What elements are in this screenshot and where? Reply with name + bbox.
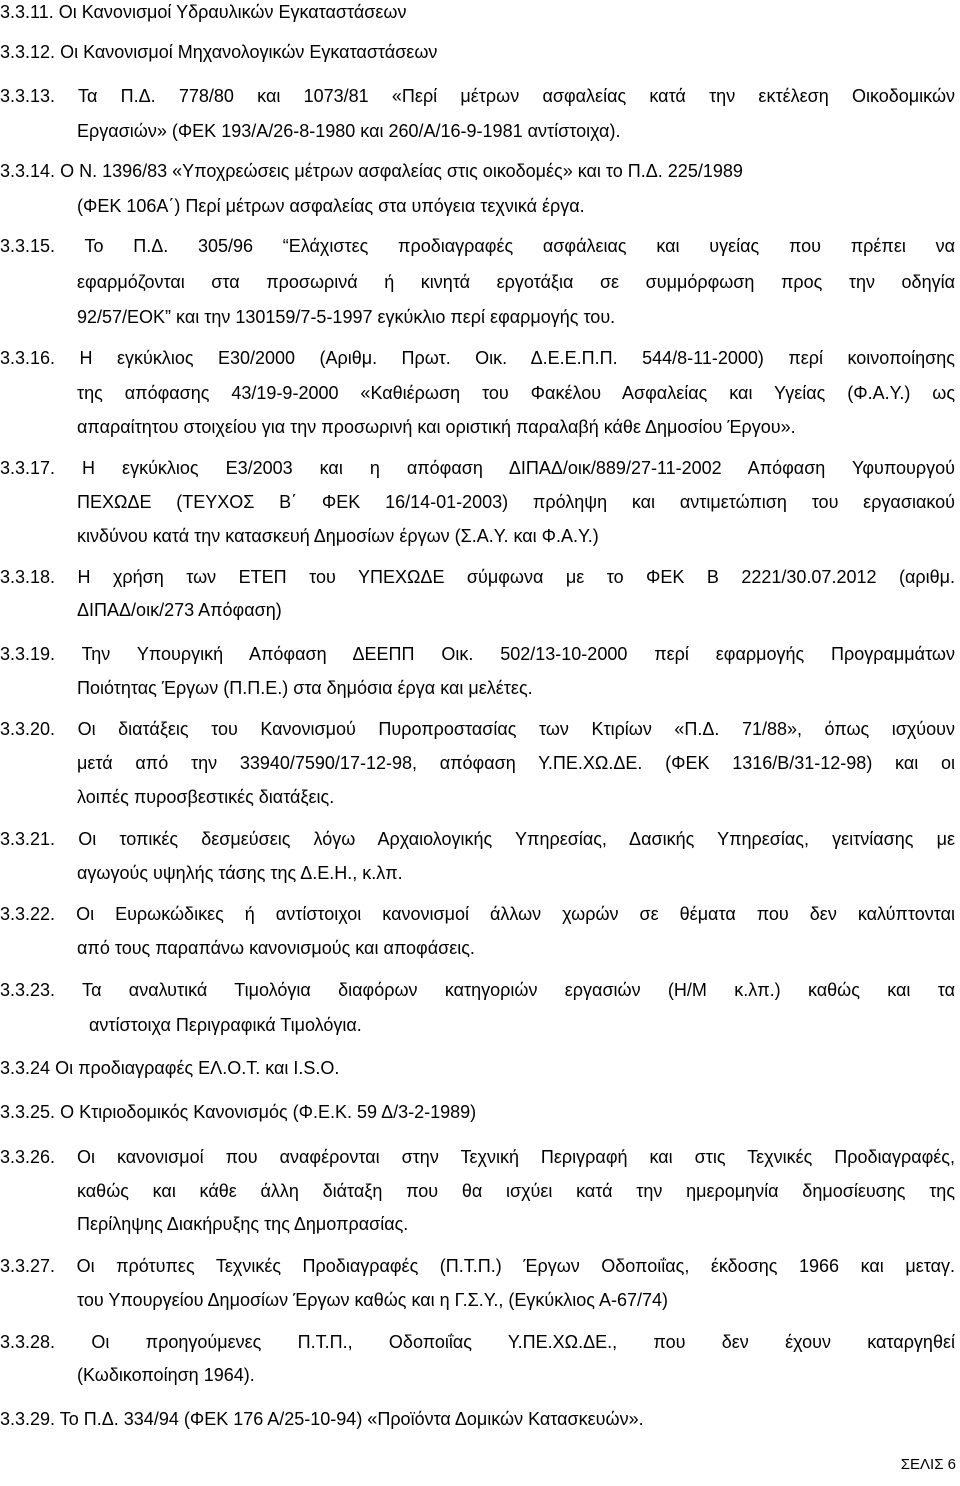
list-item: [0, 235, 955, 257]
item-number: 3.3.27.: [0, 1256, 56, 1276]
list-item: [0, 457, 955, 479]
list-item: [0, 1101, 960, 1123]
list-item: [0, 828, 955, 850]
list-item: [0, 566, 955, 588]
item-text: Οι προδιαγραφές ΕΛ.Ο.Τ. και I.S.O.: [55, 1058, 340, 1078]
item-number: 3.3.12.: [0, 42, 56, 62]
item-number: 3.3.16.: [0, 348, 56, 368]
item-text: Τα Π.Δ. 778/80 και 1073/81 «Περί μέτρων ασφαλείας κατά την εκτέλεση Οικοδομικών: [77, 86, 955, 106]
item-continuation: από τους παραπάνω κανονισμούς και αποφάσεις.: [77, 938, 475, 958]
item-text: Οι Κανονισμοί Υδραυλικών Εγκαταστάσεων: [58, 2, 407, 22]
list-item: [0, 1408, 960, 1430]
list-item: [0, 1057, 960, 1079]
item-number: 3.3.20.: [0, 719, 56, 739]
item-continuation: Εργασιών» (ΦΕΚ 193/Α/26-8-1980 και 260/Α/16-9-1981 αντίστοιχα).: [77, 121, 621, 141]
item-continuation: 92/57/ΕΟΚ” και την 130159/7-5-1997 εγκύκλιο περί εφαρμογής του.: [77, 307, 616, 327]
item-continuation: μετά από την 33940/7590/17-12-98, απόφαση Υ.ΠΕ.ΧΩ.ΔΕ. (ΦΕΚ 1316/Β/31-12-98) και οι: [77, 753, 955, 773]
item-number: 3.3.14.: [0, 161, 56, 181]
list-item: [0, 979, 955, 1001]
item-text: Η εγκύκλιος Ε3/2003 και η απόφαση ΔΙΠΑΔ/οικ/889/27-11-2002 Απόφαση Υφυπουργού: [82, 458, 955, 478]
item-continuation: αγωγούς υψηλής τάσης της Δ.Ε.Η., κ.λπ.: [77, 863, 403, 883]
item-number: 3.3.21.: [0, 829, 56, 849]
item-continuation: (Κωδικοποίηση 1964).: [77, 1365, 255, 1385]
list-item: [0, 718, 955, 740]
item-number: 3.3.11.: [0, 2, 54, 22]
item-number: 3.3.25.: [0, 1102, 56, 1122]
item-text: Το Π.Δ. 334/94 (ΦΕΚ 176 Α/25-10-94) «Προϊόντα Δομικών Κατασκευών».: [59, 1409, 644, 1429]
list-item: [0, 1255, 955, 1277]
item-continuation: (ΦΕΚ 106Α΄) Περί μέτρων ασφαλείας στα υπόγεια τεχνικά έργα.: [77, 196, 585, 216]
item-continuation: κινδύνου κατά την κατασκευή Δημοσίων έργων (Σ.Α.Υ. και Φ.Α.Υ.): [77, 526, 599, 546]
list-item: [0, 160, 960, 182]
list-item: [0, 85, 955, 107]
item-continuation: αντίστοιχα Περιγραφικά Τιμολόγια.: [89, 1015, 362, 1035]
item-number: 3.3.23.: [0, 980, 56, 1000]
item-text: Τα αναλυτικά Τιμολόγια διαφόρων κατηγοριών εργασιών (Η/Μ κ.λπ.) καθώς και τα: [82, 980, 955, 1000]
list-item: [0, 1, 960, 23]
item-text: Οι τοπικές δεσμεύσεις λόγω Αρχαιολογικής Υπηρεσίας, Δασικής Υπηρεσίας, γειτνίασης με: [78, 829, 955, 849]
list-item: [0, 1146, 955, 1168]
list-item: [0, 643, 955, 665]
item-text: Την Υπουργική Απόφαση ΔΕΕΠΠ Οικ. 502/13-10-2000 περί εφαρμογής Προγραμμάτων: [81, 644, 955, 664]
list-item: [0, 903, 955, 925]
item-text: Η χρήση των ΕΤΕΠ του ΥΠΕΧΩΔΕ σύμφωνα με το ΦΕΚ Β 2221/30.07.2012 (αριθμ.: [77, 567, 955, 587]
item-continuation: απαραίτητου στοιχείου για την προσωρινή και οριστική παραλαβή κάθε Δημοσίου Έργου».: [77, 417, 796, 437]
item-text: Οι Κανονισμοί Μηχανολογικών Εγκαταστάσεων: [60, 42, 438, 62]
item-number: 3.3.13.: [0, 86, 56, 106]
item-continuation: ΠΕΧΩΔΕ (ΤΕΥΧΟΣ Β΄ ΦΕΚ 16/14-01-2003) πρόληψη και αντιμετώπιση του εργασιακού: [77, 492, 955, 512]
list-item: [0, 1331, 955, 1353]
item-number: 3.3.22.: [0, 904, 56, 924]
item-text: Οι προηγούμενες Π.Τ.Π., Οδοποιΐας Υ.ΠΕ.ΧΩ.ΔΕ., που δεν έχουν καταργηθεί: [91, 1332, 955, 1352]
item-continuation: εφαρμόζονται στα προσωρινά ή κινητά εργοτάξια σε συμμόρφωση προς την οδηγία: [77, 272, 955, 292]
item-text: Οι πρότυπες Τεχνικές Προδιαγραφές (Π.Τ.Π.) Έργων Οδοποιΐας, έκδοσης 1966 και μεταγ.: [76, 1256, 955, 1276]
item-text: Ο Ν. 1396/83 «Υποχρεώσεις μέτρων ασφαλείας στις οικοδομές» και το Π.Δ. 225/1989: [60, 161, 743, 181]
item-number: 3.3.24: [0, 1058, 51, 1078]
item-text: Η εγκύκλιος Ε30/2000 (Αριθμ. Πρωτ. Οικ. Δ.Ε.Ε.Π.Π. 544/8-11-2000) περί κοινοποίησης: [79, 348, 955, 368]
page-number: ΣΕΛΙΣ 6: [900, 1456, 956, 1473]
item-number: 3.3.17.: [0, 458, 56, 478]
item-continuation: καθώς και κάθε άλλη διάταξη που θα ισχύει κατά την ημερομηνία δημοσίευσης της: [77, 1181, 955, 1201]
item-number: 3.3.15.: [0, 236, 56, 256]
item-number: 3.3.18.: [0, 567, 56, 587]
item-text: Ο Κτιριοδομικός Κανονισμός (Φ.Ε.Κ. 59 Δ/3-2-1989): [60, 1102, 477, 1122]
item-text: Το Π.Δ. 305/96 “Ελάχιστες προδιαγραφές ασφάλειας και υγείας που πρέπει να: [84, 236, 955, 256]
item-continuation: της απόφασης 43/19-9-2000 «Καθιέρωση του Φακέλου Ασφαλείας και Υγείας (Φ.Α.Υ.) ως: [77, 383, 955, 403]
item-number: 3.3.19.: [0, 644, 56, 664]
list-item: [0, 347, 955, 369]
item-text: Οι διατάξεις του Κανονισμού Πυροπροστασίας των Κτιρίων «Π.Δ. 71/88», όπως ισχύουν: [77, 719, 955, 739]
item-continuation: ΔΙΠΑΔ/οικ/273 Απόφαση): [77, 600, 282, 620]
item-text: Οι Ευρωκώδικες ή αντίστοιχοι κανονισμοί άλλων χωρών σε θέματα που δεν καλύπτονται: [76, 904, 955, 924]
item-number: 3.3.26.: [0, 1147, 56, 1167]
item-continuation: λοιπές πυροσβεστικές διατάξεις.: [77, 787, 335, 807]
list-item: [0, 41, 960, 63]
item-continuation: Περίληψης Διακήρυξης της Δημοπρασίας.: [77, 1214, 409, 1234]
item-number: 3.3.29.: [0, 1409, 56, 1429]
item-continuation: του Υπουργείου Δημοσίων Έργων καθώς και η Γ.Σ.Υ., (Εγκύκλιος Α-67/74): [77, 1290, 668, 1310]
item-number: 3.3.28.: [0, 1332, 56, 1352]
item-text: Οι κανονισμοί που αναφέρονται στην Τεχνική Περιγραφή και στις Τεχνικές Προδιαγραφές,: [77, 1147, 955, 1167]
item-continuation: Ποιότητας Έργων (Π.Π.Ε.) στα δημόσια έργα και μελέτες.: [77, 678, 533, 698]
